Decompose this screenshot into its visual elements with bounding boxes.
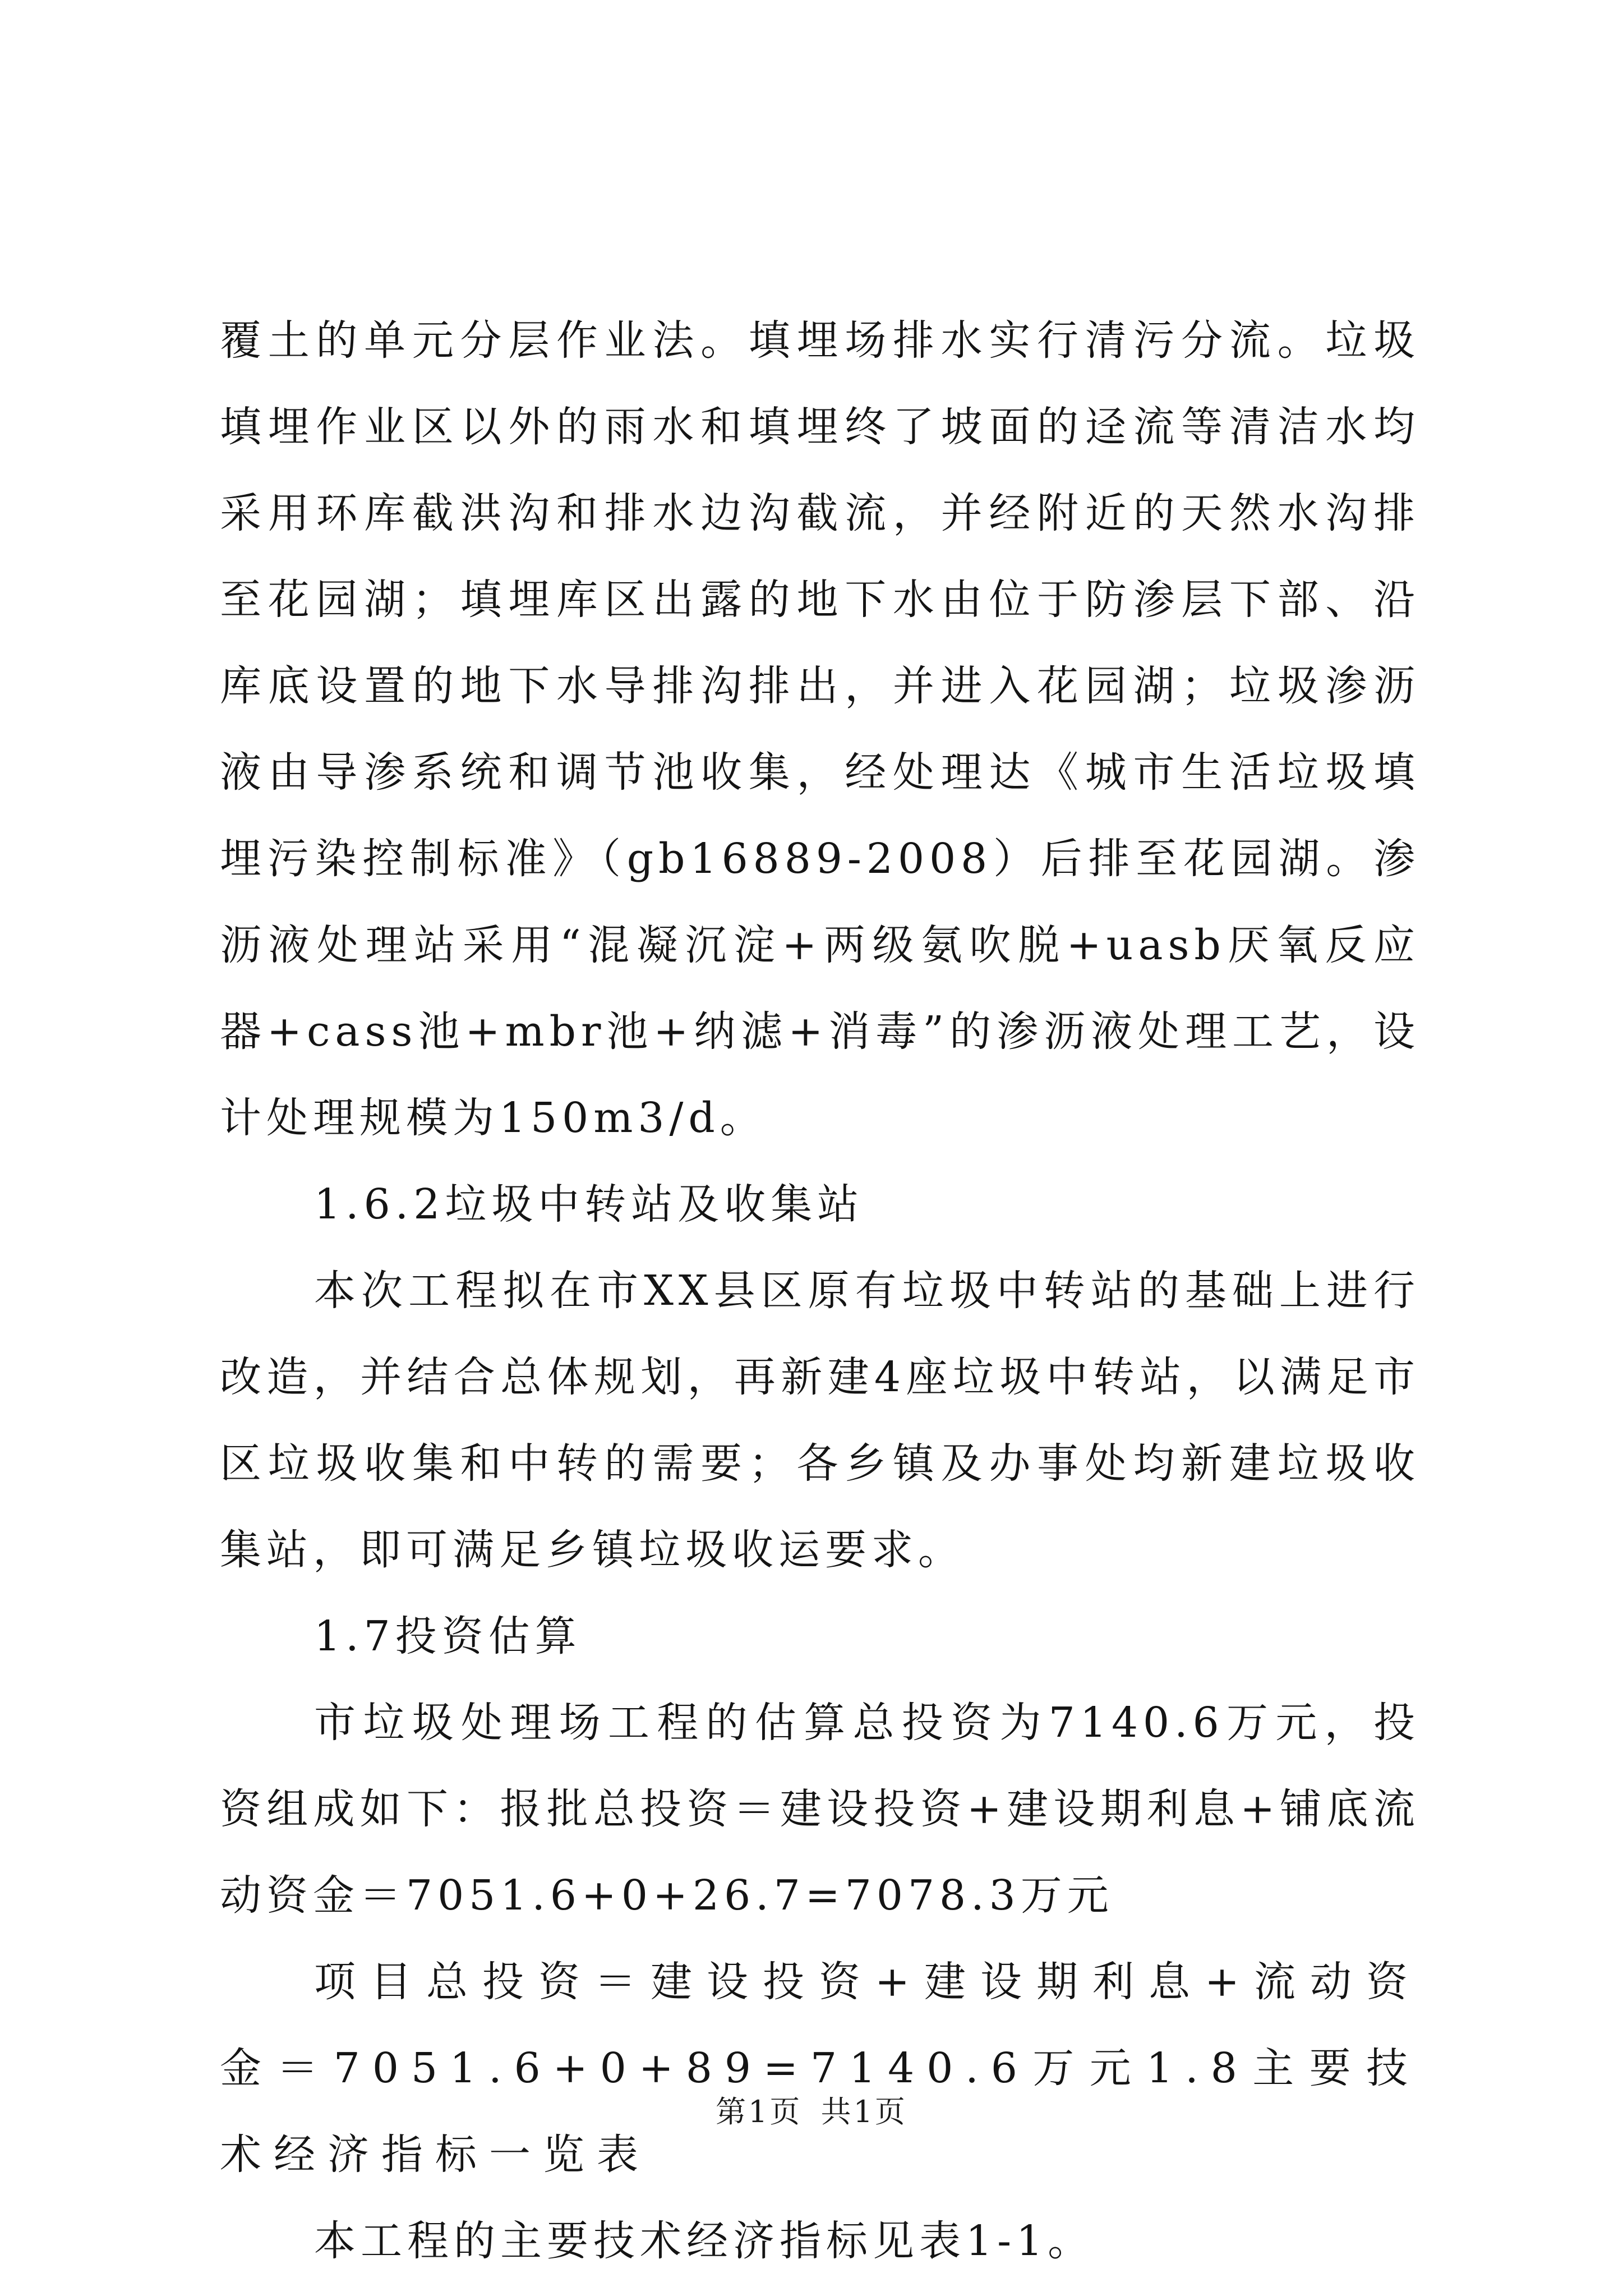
paragraph-indicator-table-ref: 本工程的主要技术经济指标见表1-1。 <box>314 2217 1095 2265</box>
document-body <box>220 297 1420 2284</box>
section-heading-1-7: 1.7投资估算 <box>314 1612 582 1660</box>
paragraph-transfer-stations: 本次工程拟在市XX县区原有垃圾中转站的基础上进行改造，并结合总体规划，再新建4座垃圾中转站，以满足市区垃圾收集和中转的需要；各乡镇及办事处均新建垃圾收集站，即可满足乡镇垃圾收运要求。 <box>220 1267 1420 1574</box>
page-number: 第1页 <box>716 2094 803 2129</box>
page-total: 共1页 <box>820 2094 907 2129</box>
paragraph-total-investment: 项目总投资＝建设投资+建设期利息+流动资金＝7051.6+0+89=7140.6万元1.8主要技术经济指标一览表 <box>220 1958 1420 2179</box>
section-heading-1-6-2: 1.6.2垃圾中转站及收集站 <box>314 1180 864 1228</box>
paragraph-investment-estimate: 市垃圾处理场工程的估算总投资为7140.6万元，投资组成如下：报批总投资＝建设投资+建设期利息+铺底流动资金＝7051.6+0+26.7=7078.3万元 <box>220 1699 1420 1920</box>
paragraph-landfill-drainage: 覆土的单元分层作业法。填埋场排水实行清污分流。垃圾填埋作业区以外的雨水和填埋终了坡面的迳流等清洁水均采用环库截洪沟和排水边沟截流，并经附近的天然水沟排至花园湖；填埋库区出露的地下水由位于防渗层下部、沿库底设置的地下水导排沟排出，并进入花园湖；垃圾渗沥液由导渗系统和调节池收集，经处理达《城市生活垃圾填埋污染控制标准》（gb16889-2008）后排至花园湖。渗沥液处理站采用“混凝沉淀+两级氨吹脱+uasb厌氧反应器+cass池+mbr池+纳滤+消毒”的渗沥液处理工艺，设计处理规模为150m3/d。 <box>220 316 1420 1142</box>
page-footer <box>0 2092 1623 2132</box>
